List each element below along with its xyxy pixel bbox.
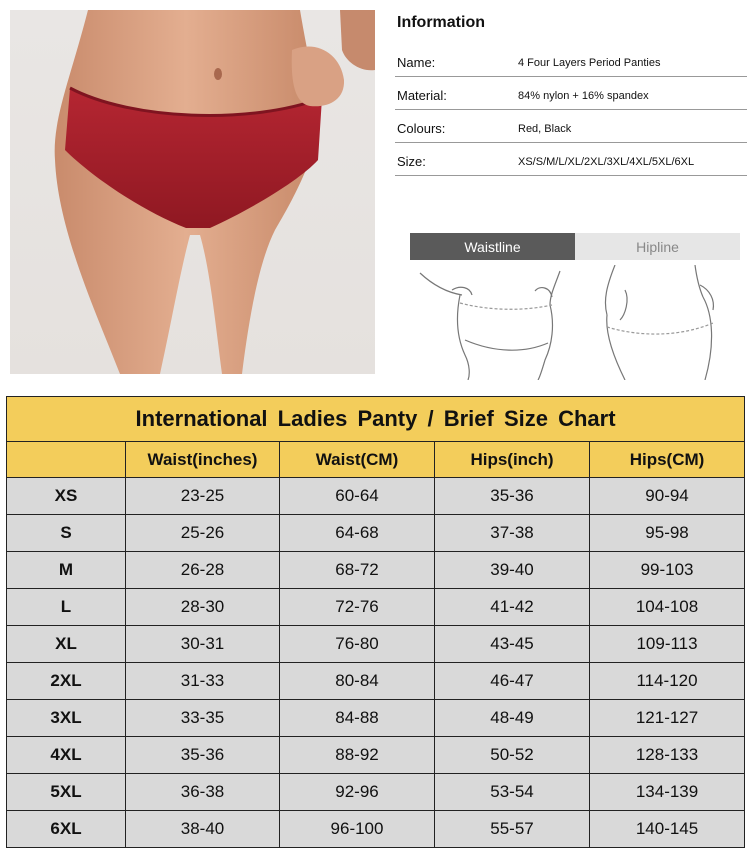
measurement-cell: 53-54: [435, 774, 590, 811]
column-header: Waist(CM): [280, 442, 435, 478]
model-wearing-panties-image: [10, 10, 375, 374]
measurement-cell: 35-36: [126, 737, 280, 774]
measurement-cell: 41-42: [435, 589, 590, 626]
measurement-cell: 104-108: [590, 589, 745, 626]
table-row: [7, 663, 745, 700]
info-key: Colours:: [397, 121, 446, 136]
measurement-cell: 99-103: [590, 552, 745, 589]
size-chart-header-row: [7, 442, 745, 478]
table-row: [7, 737, 745, 774]
info-row-colours: [395, 110, 747, 143]
measurement-cell: 50-52: [435, 737, 590, 774]
measurement-cell: 23-25: [126, 478, 280, 515]
size-label-cell: 4XL: [7, 737, 126, 774]
info-value: 4 Four Layers Period Panties: [518, 57, 661, 69]
measurement-cell: 28-30: [126, 589, 280, 626]
measurement-cell: 38-40: [126, 811, 280, 848]
product-photo: [10, 10, 375, 374]
size-label-cell: L: [7, 589, 126, 626]
tab-hipline[interactable]: Hipline: [575, 233, 740, 260]
size-label-cell: 2XL: [7, 663, 126, 700]
measurement-cell: 84-88: [280, 700, 435, 737]
size-label-cell: 3XL: [7, 700, 126, 737]
measurement-cell: 31-33: [126, 663, 280, 700]
measurement-cell: 76-80: [280, 626, 435, 663]
measurement-cell: 92-96: [280, 774, 435, 811]
hipline-illustration: [585, 265, 740, 380]
size-chart-body: [7, 478, 745, 848]
waist-measure-icon: [410, 265, 570, 380]
measurement-cell: 39-40: [435, 552, 590, 589]
column-header: Hips(CM): [590, 442, 745, 478]
measurement-cell: 68-72: [280, 552, 435, 589]
measurement-cell: 60-64: [280, 478, 435, 515]
measurement-cell: 80-84: [280, 663, 435, 700]
measurement-cell: 48-49: [435, 700, 590, 737]
size-chart-title: International Ladies Panty / Brief Size Chart: [7, 397, 745, 442]
column-header: Hips(inch): [435, 442, 590, 478]
size-label-cell: 6XL: [7, 811, 126, 848]
size-chart-table: [6, 396, 745, 848]
measurement-cell: 90-94: [590, 478, 745, 515]
table-row: [7, 626, 745, 663]
waistline-illustration: [410, 265, 570, 380]
info-row-name: [395, 44, 747, 77]
measurement-cell: 33-35: [126, 700, 280, 737]
column-header: Waist(inches): [126, 442, 280, 478]
measure-tabs: [410, 233, 740, 260]
info-value: 84% nylon + 16% spandex: [518, 90, 649, 102]
hip-measure-icon: [585, 265, 740, 380]
measurement-cell: 121-127: [590, 700, 745, 737]
table-row: [7, 700, 745, 737]
measurement-cell: 35-36: [435, 478, 590, 515]
size-label-cell: M: [7, 552, 126, 589]
info-key: Size:: [397, 154, 426, 169]
product-info: [395, 10, 747, 176]
info-heading: Information: [397, 14, 485, 31]
measurement-cell: 88-92: [280, 737, 435, 774]
measurement-cell: 128-133: [590, 737, 745, 774]
measurement-cell: 46-47: [435, 663, 590, 700]
measurement-cell: 64-68: [280, 515, 435, 552]
measurement-cell: 43-45: [435, 626, 590, 663]
measurement-cell: 95-98: [590, 515, 745, 552]
table-row: [7, 515, 745, 552]
measurement-cell: 26-28: [126, 552, 280, 589]
info-value: XS/S/M/L/XL/2XL/3XL/4XL/5XL/6XL: [518, 156, 695, 168]
size-chart-title-row: [7, 397, 745, 442]
size-label-cell: XS: [7, 478, 126, 515]
table-row: [7, 811, 745, 848]
info-row-size: [395, 143, 747, 176]
info-key: Material:: [397, 88, 447, 103]
table-row: [7, 774, 745, 811]
column-header: [7, 442, 126, 478]
info-row-material: [395, 77, 747, 110]
measurement-cell: 55-57: [435, 811, 590, 848]
measurement-cell: 37-38: [435, 515, 590, 552]
size-label-cell: XL: [7, 626, 126, 663]
size-label-cell: 5XL: [7, 774, 126, 811]
measurement-cell: 30-31: [126, 626, 280, 663]
measurement-cell: 96-100: [280, 811, 435, 848]
info-key: Name:: [397, 55, 436, 70]
tab-waistline[interactable]: Waistline: [410, 233, 575, 260]
measurement-cell: 109-113: [590, 626, 745, 663]
measurement-cell: 36-38: [126, 774, 280, 811]
table-row: [7, 589, 745, 626]
measurement-cell: 72-76: [280, 589, 435, 626]
info-value: Red, Black: [518, 123, 572, 135]
measurement-cell: 114-120: [590, 663, 745, 700]
size-label-cell: S: [7, 515, 126, 552]
measurement-cell: 134-139: [590, 774, 745, 811]
table-row: [7, 478, 745, 515]
measurement-cell: 140-145: [590, 811, 745, 848]
measurement-cell: 25-26: [126, 515, 280, 552]
table-row: [7, 552, 745, 589]
